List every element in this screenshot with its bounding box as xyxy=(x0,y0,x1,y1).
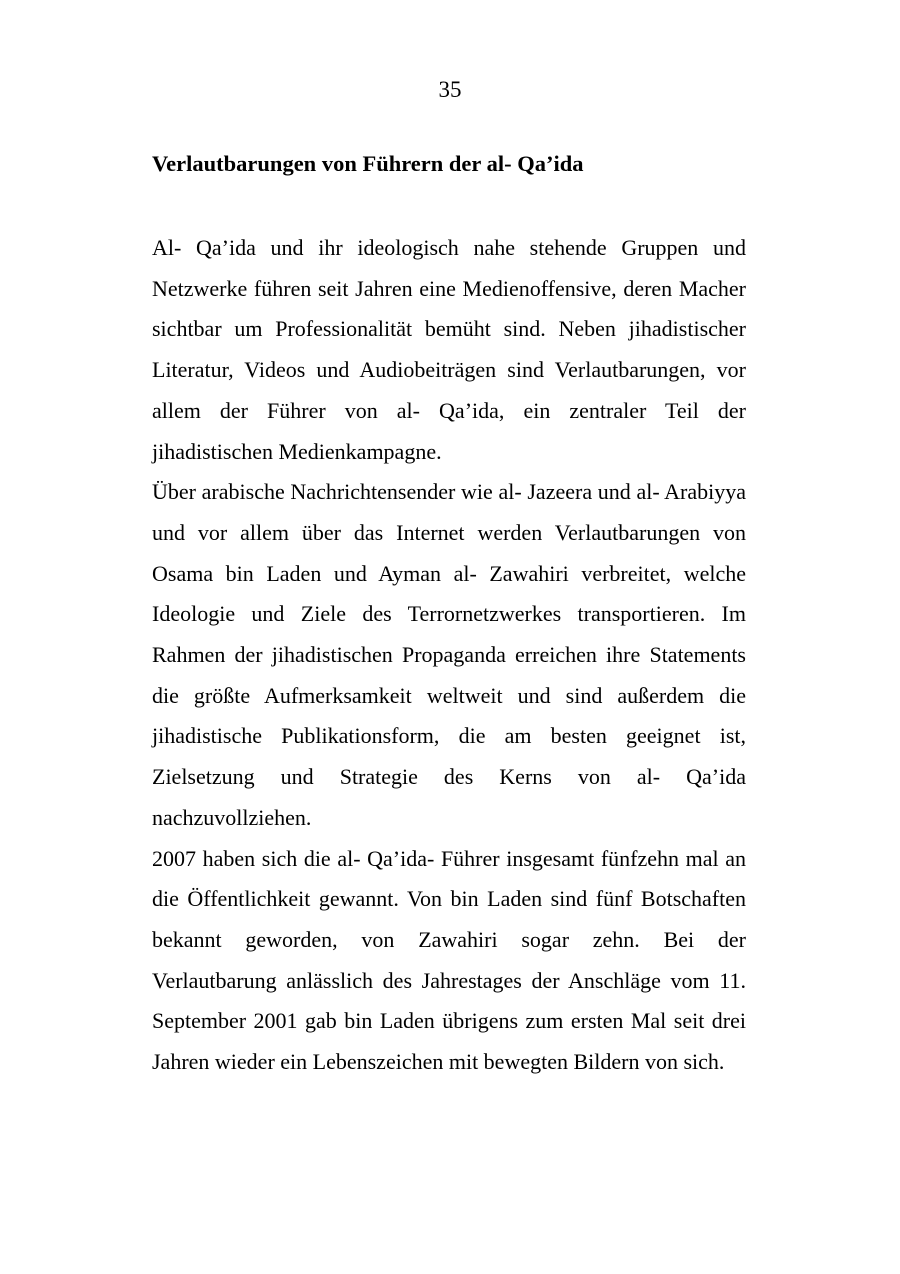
page-number: 35 xyxy=(438,77,462,102)
body-text xyxy=(152,228,746,1083)
paragraph-2: Über arabische Nachrichtensender wie al- Jazeera und al- Arabiyya und vor allem über das Internet werden Verlautbarungen von Osama bin Laden und Ayman al- Zawahiri verbreitet, welche Ideologie und Ziele des Terrornetzwerkes transportieren. Im Rahmen der jihadistischen Propaganda erreichen ihre Statements die größte Aufmerksamkeit weltweit und sind außerdem die jihadistische Publikationsform, die am besten geeignet ist, Zielsetzung und Strategie des Kerns von al- Qa’ida nachzuvollziehen. xyxy=(152,479,746,830)
paragraph-3: 2007 haben sich die al- Qa’ida- Führer insgesamt fünfzehn mal an die Öffentlichkeit gewannt. Von bin Laden sind fünf Botschaften bekannt geworden, von Zawahiri sogar zehn. Bei der Verlautbarung anlässlich des Jahrestages der Anschläge vom 11. September 2001 gab bin Laden übrigens zum ersten Mal seit drei Jahren wieder ein Lebenszeichen mit bewegten Bildern von sich. xyxy=(152,845,746,1075)
section-heading: Verlautbarungen von Führern der al- Qa’ida xyxy=(152,151,584,176)
paragraph-1: Al- Qa’ida und ihr ideologisch nahe stehende Gruppen und Netzwerke führen seit Jahren eine Medienoffensive, deren Macher sichtbar um Professionalität bemüht sind. Neben jihadistischer Literatur, Videos und Audiobeiträgen sind Verlautbarungen, vor allem der Führer von al- Qa’ida, ein zentraler Teil der jihadistischen Medienkampagne. xyxy=(152,235,746,464)
